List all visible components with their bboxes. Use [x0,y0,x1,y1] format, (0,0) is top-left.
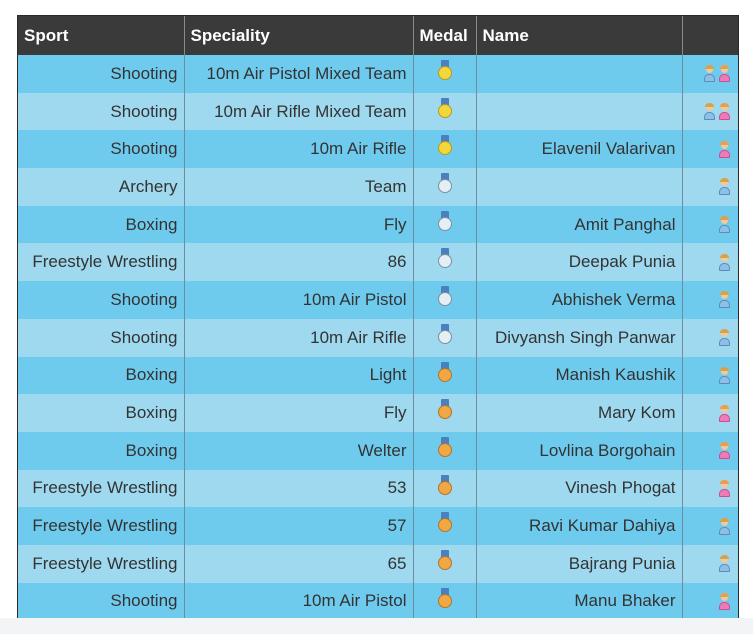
female-person-icon [718,65,730,83]
cell-speciality: 65 [184,545,413,583]
table-row[interactable] [18,583,738,621]
cell-gender [682,319,738,357]
female-person-icon [718,480,730,498]
cell-gender [682,545,738,583]
cell-medal [413,206,476,244]
cell-name: Mary Kom [476,394,682,432]
table-row[interactable] [18,168,738,206]
silver-medal-icon [437,211,453,233]
table-row[interactable] [18,130,738,168]
column-header-speciality[interactable]: Speciality [184,16,413,55]
cell-speciality: 10m Air Pistol [184,583,413,621]
bronze-medal-icon [437,550,453,572]
cell-gender [682,281,738,319]
column-header-sport[interactable]: Sport [18,16,184,55]
cell-name: Bajrang Punia [476,545,682,583]
female-person-icon [718,593,730,611]
cell-speciality: 10m Air Rifle [184,130,413,168]
cell-gender [682,130,738,168]
cell-medal [413,319,476,357]
cell-medal [413,583,476,621]
cell-name: Abhishek Verma [476,281,682,319]
cell-sport: Shooting [18,583,184,621]
table-row[interactable] [18,432,738,470]
bronze-medal-icon [437,588,453,610]
female-person-icon [718,141,730,159]
female-person-icon [718,442,730,460]
cell-gender [682,206,738,244]
cell-medal [413,243,476,281]
female-person-icon [718,405,730,423]
cell-name [476,55,682,93]
table-row[interactable] [18,470,738,508]
bronze-medal-icon [437,437,453,459]
female-person-icon [718,103,730,121]
male-person-icon [718,254,730,272]
cell-sport: Freestyle Wrestling [18,507,184,545]
cell-speciality: 86 [184,243,413,281]
cell-gender [682,243,738,281]
cell-medal [413,394,476,432]
cell-name [476,168,682,206]
cell-medal [413,470,476,508]
bronze-medal-icon [437,399,453,421]
male-person-icon [718,367,730,385]
bottom-scroll-area [0,618,753,634]
cell-name: Manish Kaushik [476,357,682,395]
cell-sport: Shooting [18,281,184,319]
cell-name: Manu Bhaker [476,583,682,621]
cell-name: Vinesh Phogat [476,470,682,508]
table-row[interactable] [18,93,738,131]
cell-gender [682,357,738,395]
cell-medal [413,545,476,583]
silver-medal-icon [437,173,453,195]
medals-table [18,16,738,620]
medals-table-container [17,15,739,620]
bronze-medal-icon [437,512,453,534]
male-person-icon [718,329,730,347]
cell-sport: Boxing [18,432,184,470]
cell-medal [413,357,476,395]
column-header-name[interactable]: Name [476,16,682,55]
cell-speciality: Light [184,357,413,395]
cell-sport: Shooting [18,319,184,357]
cell-sport: Freestyle Wrestling [18,545,184,583]
cell-medal [413,507,476,545]
male-person-icon [718,555,730,573]
cell-name: Ravi Kumar Dahiya [476,507,682,545]
cell-medal [413,432,476,470]
silver-medal-icon [437,248,453,270]
cell-medal [413,130,476,168]
cell-sport: Shooting [18,55,184,93]
cell-medal [413,55,476,93]
cell-name: Lovlina Borgohain [476,432,682,470]
header-row [18,16,738,55]
cell-name: Deepak Punia [476,243,682,281]
male-person-icon [718,216,730,234]
cell-medal [413,168,476,206]
cell-name [476,93,682,131]
cell-gender [682,55,738,93]
table-row[interactable] [18,507,738,545]
gold-medal-icon [437,60,453,82]
male-person-icon [703,65,715,83]
gold-medal-icon [437,98,453,120]
male-person-icon [718,518,730,536]
cell-sport: Archery [18,168,184,206]
column-header-medal[interactable]: Medal [413,16,476,55]
male-person-icon [718,178,730,196]
cell-speciality: 10m Air Rifle Mixed Team [184,93,413,131]
cell-name: Amit Panghal [476,206,682,244]
cell-name: Elavenil Valarivan [476,130,682,168]
cell-speciality: 57 [184,507,413,545]
cell-sport: Boxing [18,357,184,395]
cell-medal [413,281,476,319]
table-row[interactable] [18,243,738,281]
cell-name: Divyansh Singh Panwar [476,319,682,357]
table-row[interactable] [18,55,738,93]
cell-gender [682,168,738,206]
bronze-medal-icon [437,475,453,497]
table-row[interactable] [18,281,738,319]
cell-speciality: Fly [184,206,413,244]
cell-gender [682,93,738,131]
cell-speciality: 53 [184,470,413,508]
male-person-icon [703,103,715,121]
cell-gender [682,432,738,470]
cell-sport: Boxing [18,206,184,244]
silver-medal-icon [437,324,453,346]
cell-speciality: 10m Air Rifle [184,319,413,357]
table-row[interactable] [18,394,738,432]
table-header [18,16,738,55]
table-row[interactable] [18,206,738,244]
table-row[interactable] [18,545,738,583]
cell-speciality: 10m Air Pistol [184,281,413,319]
cell-speciality: Fly [184,394,413,432]
cell-speciality: Team [184,168,413,206]
cell-gender [682,583,738,621]
cell-sport: Shooting [18,93,184,131]
cell-gender [682,394,738,432]
male-person-icon [718,291,730,309]
table-row[interactable] [18,319,738,357]
cell-sport: Freestyle Wrestling [18,243,184,281]
table-body [18,55,738,620]
cell-sport: Shooting [18,130,184,168]
cell-medal [413,93,476,131]
bronze-medal-icon [437,362,453,384]
column-header-gender[interactable] [682,16,738,55]
cell-speciality: 10m Air Pistol Mixed Team [184,55,413,93]
cell-sport: Boxing [18,394,184,432]
silver-medal-icon [437,286,453,308]
cell-speciality: Welter [184,432,413,470]
cell-gender [682,470,738,508]
cell-gender [682,507,738,545]
cell-sport: Freestyle Wrestling [18,470,184,508]
table-row[interactable] [18,357,738,395]
gold-medal-icon [437,135,453,157]
